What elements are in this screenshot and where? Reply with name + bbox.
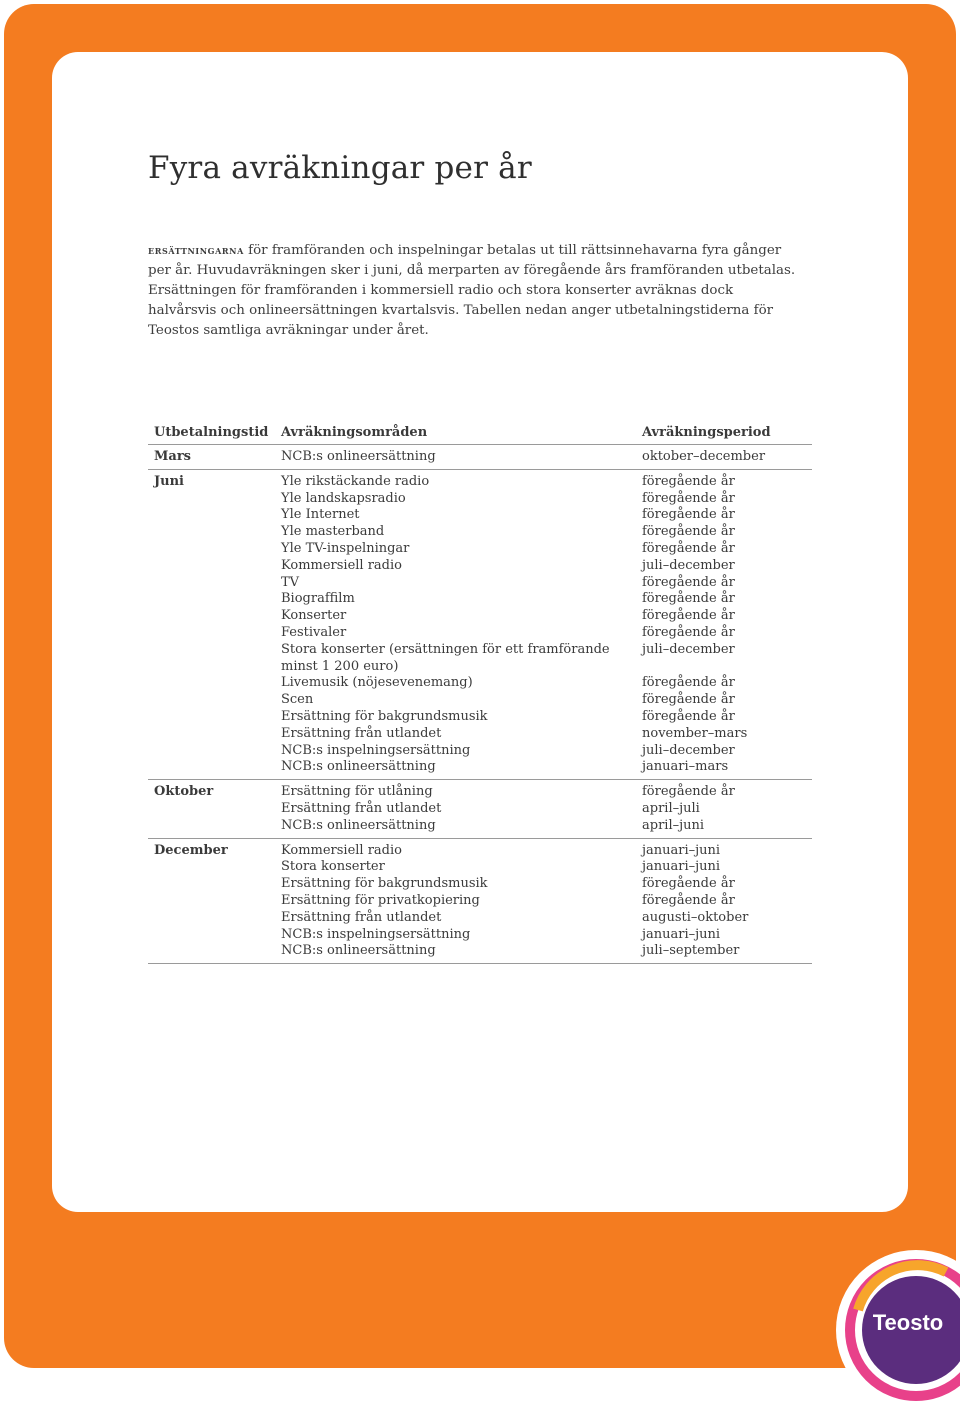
areas-cell: [281, 449, 642, 466]
area-item: Festivaler: [281, 624, 347, 640]
area-item: NCB:s onlineersättning: [281, 759, 436, 775]
area-item: Ersättning för bakgrundsmusik: [281, 876, 488, 892]
period-item: föregående år: [642, 784, 735, 800]
payout-month: Oktober: [154, 784, 214, 800]
payout-month: Mars: [154, 449, 191, 464]
table-row: [148, 470, 812, 780]
header-payout-time: Utbetalningstid: [154, 425, 269, 440]
period-item: januari–mars: [642, 759, 729, 775]
area-item: NCB:s onlineersättning: [281, 449, 436, 464]
period-item: juli–december: [642, 742, 735, 758]
period-item: föregående år: [642, 507, 735, 523]
areas-cell: [281, 784, 642, 834]
area-item: Livemusik (nöjesevenemang): [281, 675, 473, 691]
area-item: Konserter: [281, 608, 347, 624]
period-item: föregående år: [642, 675, 735, 691]
period-item: januari–juni: [642, 926, 721, 942]
area-item: Scen: [281, 692, 314, 708]
area-item: Kommersiell radio: [281, 842, 402, 858]
period-item: juli–december: [642, 641, 735, 657]
period-item: april–juli: [642, 800, 700, 816]
table-row: [148, 839, 812, 965]
area-item: Ersättning för privatkopiering: [281, 892, 480, 908]
area-item: Ersättning för bakgrundsmusik: [281, 708, 488, 724]
period-item: föregående år: [642, 892, 735, 908]
area-item: Ersättning från utlandet: [281, 800, 442, 816]
area-item: Ersättning från utlandet: [281, 909, 442, 925]
period-item: juli–december: [642, 557, 735, 573]
area-item: Ersättning från utlandet: [281, 725, 442, 741]
area-item: Yle landskapsradio: [281, 490, 406, 506]
table-body: [148, 445, 812, 964]
payout-table: [148, 422, 812, 964]
header-areas: Avräkningsområden: [281, 425, 428, 440]
period-item: föregående år: [642, 591, 735, 607]
areas-cell: [281, 474, 642, 776]
periods-cell: [642, 784, 812, 834]
period-item: juli–september: [642, 943, 740, 959]
area-item: NCB:s inspelningsersättning: [281, 926, 471, 942]
area-item: Kommersiell radio: [281, 557, 402, 573]
area-item: Yle Internet: [281, 507, 360, 523]
areas-cell: [281, 843, 642, 961]
period-item: föregående år: [642, 692, 735, 708]
table-header: [148, 422, 812, 445]
area-item: Biografﬁlm: [281, 591, 355, 607]
period-item: föregående år: [642, 490, 735, 506]
period-item: augusti–oktober: [642, 909, 749, 925]
payout-month: December: [154, 842, 228, 858]
period-item: föregående år: [642, 608, 735, 624]
period-item: november–mars: [642, 725, 748, 741]
area-item: Yle rikstäckande radio: [281, 473, 430, 489]
logo-text: Teosto: [872, 1310, 944, 1335]
period-item: föregående år: [642, 624, 735, 640]
period-item: föregående år: [642, 473, 735, 489]
period-item: januari–juni: [642, 842, 721, 858]
period-item: föregående år: [642, 540, 735, 556]
header-period: Avräkningsperiod: [642, 425, 771, 440]
intro-lead: ersättningarna: [148, 243, 244, 257]
period-item: föregående år: [642, 708, 735, 724]
period-item: oktober–december: [642, 449, 766, 464]
area-item: Ersättning för utlåning: [281, 784, 433, 800]
intro-paragraph: [148, 240, 798, 341]
period-item: föregående år: [642, 574, 735, 590]
table-row: [148, 445, 812, 470]
period-item: föregående år: [642, 524, 735, 540]
area-item: TV: [281, 574, 300, 590]
period-item: januari–juni: [642, 859, 721, 875]
area-item: NCB:s inspelningsersättning: [281, 742, 471, 758]
periods-cell: [642, 843, 812, 961]
period-item: april–juni: [642, 817, 705, 833]
area-item: Yle masterband: [281, 524, 385, 540]
period-item: föregående år: [642, 876, 735, 892]
area-item: Yle TV-inspelningar: [281, 540, 410, 556]
area-item: NCB:s onlineersättning: [281, 817, 436, 833]
area-item: Stora konserter (ersättningen för ett framförande minst 1 200 euro): [281, 641, 610, 674]
table-row: [148, 780, 812, 838]
area-item: NCB:s onlineersättning: [281, 943, 436, 959]
area-item: Stora konserter: [281, 859, 385, 875]
intro-text: för framföranden och inspelningar betalas ut till rättsinnehavarna fyra gånger per år. Huvudavräkningen sker i juni, då merparten av föregående års framföranden utbetalas. Ersättningen för framföranden i kommersiell radio och stora konserter avräknas dock halvårsvis och onlineersättningen kvartalsvis. Tabellen nedan anger utbetalningstiderna för Teostos samtliga avräkningar under året.: [148, 243, 796, 338]
periods-cell: [642, 474, 812, 776]
payout-month: Juni: [154, 473, 184, 489]
periods-cell: [642, 449, 812, 466]
page-title: Fyra avräkningar per år: [148, 150, 532, 186]
